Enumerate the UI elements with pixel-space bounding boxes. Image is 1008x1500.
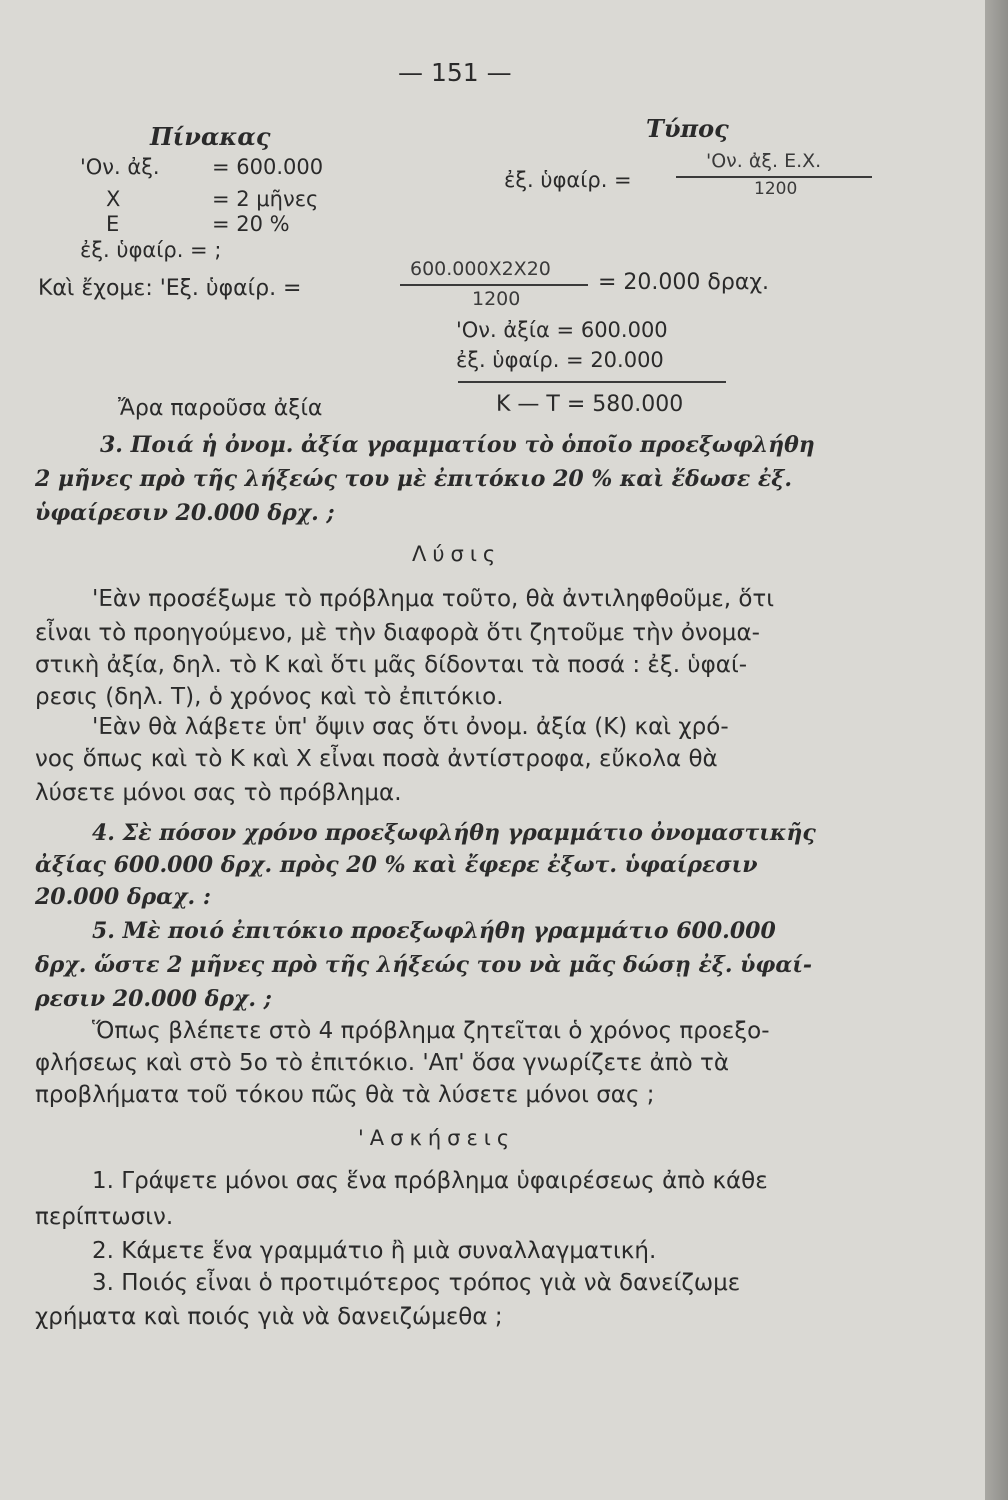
exercise-line: 3. Ποιός εἶναι ὁ προτιμότερος τρόπος γιὰ νὰ δανείζωμε — [92, 1270, 741, 1296]
formula-numerator: 'Ον. ἀξ. Ε.Χ. — [706, 150, 822, 172]
calc-denominator: 1200 — [472, 288, 521, 310]
exercise-line: περίπτωσιν. — [35, 1204, 174, 1230]
subtraction-rule — [458, 381, 726, 383]
calc-numerator: 600.000Χ2Χ20 — [410, 258, 551, 280]
table-row-val: = 2 μῆνες — [212, 187, 319, 211]
problem4-line: 20.000 δραχ. : — [35, 884, 211, 910]
fraction-bar — [400, 284, 588, 286]
note-line: Ὅπως βλέπετε στὸ 4 πρόβλημα ζητεῖται ὁ χρόνος προεξο- — [92, 1018, 770, 1044]
subtraction-line2: ἐξ. ὑφαίρ. = 20.000 — [456, 348, 664, 372]
solution-line: εἶναι τὸ προηγούμενο, μὲ τὴν διαφορὰ ὅτι ζητοῦμε τὴν ὀνομα- — [35, 620, 760, 646]
solution-line: ρεσις (δηλ. Τ), ὁ χρόνος καὶ τὸ ἐπιτόκιο. — [35, 684, 504, 710]
problem4-line: 4. Σὲ πόσον χρόνο προεξωφλήθη γραμμάτιο ὀνομαστικῆς — [92, 820, 816, 846]
formula-heading: Τύπος — [646, 114, 729, 143]
exercise-line: χρήματα καὶ ποιός γιὰ νὰ δανειζώμεθα ; — [35, 1304, 503, 1330]
page-edge-shadow — [985, 0, 1008, 1500]
formula-lhs: ἐξ. ὑφαίρ. = — [504, 168, 632, 192]
note-line: φλήσεως καὶ στὸ 5ο τὸ ἐπιτόκιο. 'Απ' ὅσα γνωρίζετε ἀπὸ τὰ — [35, 1050, 730, 1076]
table-heading: Πίνακας — [150, 122, 271, 151]
formula-denominator: 1200 — [754, 179, 798, 199]
problem3-line: 3. Ποιά ἡ ὀνομ. ἀξία γραμματίου τὸ ὁποῖο προεξωφλήθη — [100, 432, 815, 458]
solution-line: νος ὅπως καὶ τὸ Κ καὶ Χ εἶναι ποσὰ ἀντίστροφα, εὔκολα θὰ — [35, 746, 718, 772]
solution-line: λύσετε μόνοι σας τὸ πρόβλημα. — [35, 780, 402, 806]
problem5-line: δρχ. ὥστε 2 μῆνες πρὸ τῆς λήξεώς του νὰ μᾶς δώσῃ ἐξ. ὑφαί- — [35, 952, 813, 978]
table-row-var: ἐξ. ὑφαίρ. = ; — [80, 238, 222, 262]
problem4-line: ἀξίας 600.000 δρχ. πρὸς 20 % καὶ ἔφερε ἐξωτ. ὑφαίρεσιν — [35, 852, 758, 878]
solution-line: στικὴ ἀξία, δηλ. τὸ Κ καὶ ὅτι μᾶς δίδονται τὰ ποσά : ἐξ. ὑφαί- — [35, 652, 748, 678]
fraction-bar — [676, 176, 872, 178]
problem3-line: 2 μῆνες πρὸ τῆς λήξεώς του μὲ ἐπιτόκιο 20 % καὶ ἔδωσε ἐξ. — [35, 466, 792, 492]
calc-prefix: Καὶ ἔχομε: 'Εξ. ὑφαίρ. = — [38, 276, 302, 301]
solution-heading: Λύσις — [412, 542, 502, 566]
page-number: — 151 — — [398, 58, 512, 87]
table-row-var: Χ — [106, 187, 121, 211]
table-row-var: Ε — [106, 212, 120, 236]
subtraction-line1: 'Ον. ἀξία = 600.000 — [456, 318, 668, 342]
table-row-var: 'Ον. ἀξ. — [80, 155, 160, 179]
table-row-val: = 600.000 — [212, 155, 324, 179]
exercises-heading: 'Ασκήσεις — [358, 1126, 516, 1150]
problem5-line: ρεσιν 20.000 δρχ. ; — [35, 986, 272, 1012]
problem5-line: 5. Μὲ ποιό ἐπιτόκιο προεξωφλήθη γραμμάτιο 600.000 — [92, 918, 776, 944]
calc-result: = 20.000 δραχ. — [598, 270, 770, 295]
table-row-val: = 20 % — [212, 212, 290, 236]
solution-line: 'Εὰν προσέξωμε τὸ πρόβλημα τοῦτο, θὰ ἀντιληφθοῦμε, ὅτι — [92, 586, 775, 612]
exercise-line: 1. Γράψετε μόνοι σας ἕνα πρόβλημα ὑφαιρέσεως ἀπὸ κάθε — [92, 1168, 768, 1194]
note-line: προβλήματα τοῦ τόκου πῶς θὰ τὰ λύσετε μόνοι σας ; — [35, 1082, 655, 1108]
subtraction-label: Ἄρα παροῦσα ἀξία — [118, 396, 323, 421]
problem3-line: ὑφαίρεσιν 20.000 δρχ. ; — [35, 500, 335, 526]
exercise-line: 2. Κάμετε ἕνα γραμμάτιο ἢ μιὰ συναλλαγματική. — [92, 1238, 657, 1264]
solution-line: 'Εὰν θὰ λάβετε ὑπ' ὄψιν σας ὅτι ὀνομ. ἀξία (Κ) καὶ χρό- — [92, 714, 729, 740]
subtraction-result: Κ — Τ = 580.000 — [496, 392, 684, 417]
